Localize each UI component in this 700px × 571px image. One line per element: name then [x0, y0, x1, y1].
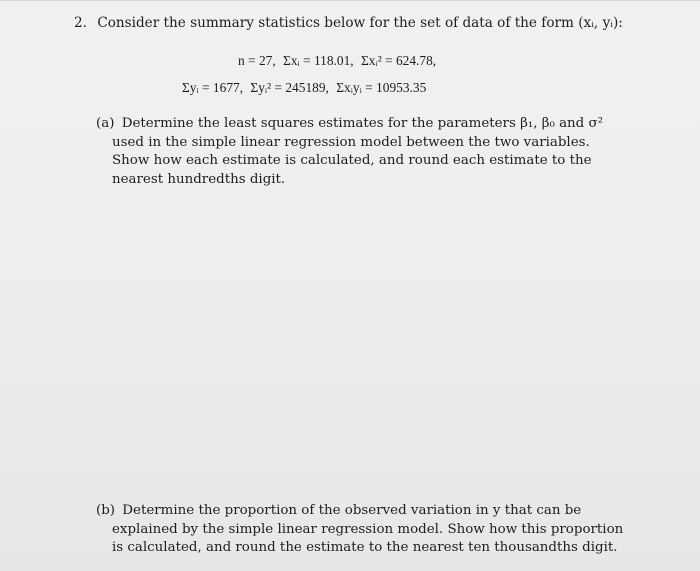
stat-n: n = 27, [238, 53, 276, 68]
summary-stats-line-2 [182, 80, 430, 96]
part-a-text: Determine the least squares estimates for the parameters β₁, β₀ and σ² used in the simple linear regression model between the two variables. Show how each estimate is calculated, and round each estimate to the nearest hundredths digit. [112, 116, 604, 187]
part-b-text: Determine the proportion of the observed variation in y that can be explained by the simple linear regression model. Show how this proportion is calculated, and round the estimate to the nearest ten thousandths digit. [112, 503, 624, 555]
question-header [74, 15, 623, 31]
part-b-label: (b) [96, 503, 116, 518]
stat-sum-xy: Σxᵢyᵢ = 10953.35 [336, 80, 427, 95]
summary-stats-line-1 [238, 53, 440, 69]
stat-sum-x-squared: Σxᵢ² = 624.78, [361, 53, 437, 68]
question-number: 2. [74, 15, 87, 31]
question-prompt: Consider the summary statistics below for the set of data of the form (xᵢ, yᵢ): [97, 15, 623, 31]
stat-sum-y: Σyᵢ = 1677, [182, 80, 244, 95]
stat-sum-y-squared: Σyᵢ² = 245189, [250, 80, 329, 95]
page-top-edge [0, 0, 700, 1]
part-a [96, 115, 627, 189]
part-a-label: (a) [96, 116, 115, 131]
part-b [96, 502, 627, 558]
stat-sum-x: Σxᵢ = 118.01, [283, 53, 354, 68]
